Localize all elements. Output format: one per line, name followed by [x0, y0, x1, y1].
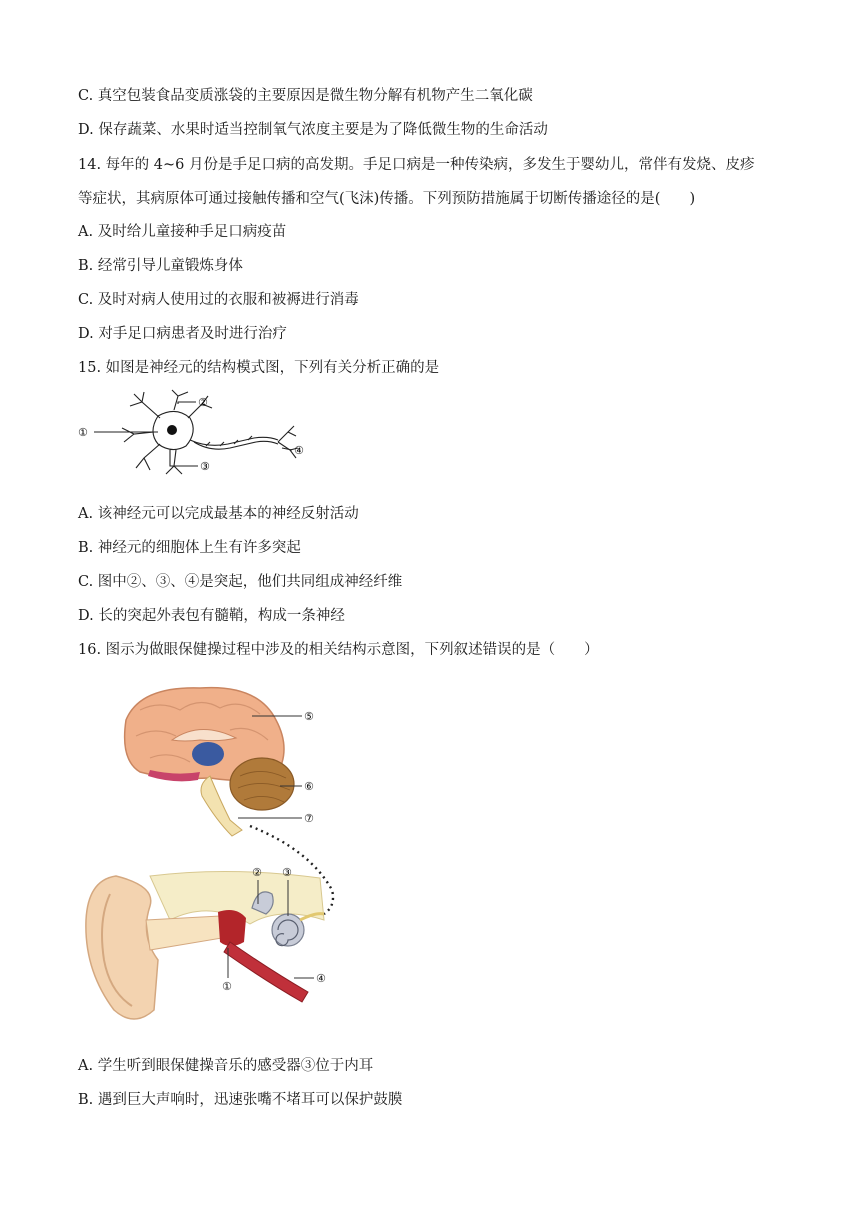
q14-stem-line2: 等症状，其病原体可通过接触传播和空气(飞沫)传播。下列预防措施属于切断传播途径的是( ) [78, 191, 696, 207]
brain-label-7: ⑦ [304, 812, 314, 825]
brain-label-6: ⑥ [304, 780, 314, 793]
q14-option-c: C. 及时对病人使用过的衣服和被褥进行消毒 [78, 292, 359, 308]
cerebellum-shape [230, 758, 294, 810]
ear-label-4: ④ [316, 972, 326, 985]
ear-label-2: ② [252, 866, 262, 879]
neuron-label-4: ④ [294, 444, 304, 457]
ear-label-1: ① [222, 980, 232, 993]
neuron-diagram [78, 388, 308, 478]
neuron-label-2: ② [198, 396, 208, 409]
brain-label-5: ⑤ [304, 710, 314, 723]
thalamus-shape [192, 742, 224, 766]
q14-option-d: D. 对手足口病患者及时进行治疗 [78, 326, 287, 342]
q13-option-d: D. 保存蔬菜、水果时适当控制氧气浓度主要是为了降低微生物的生命活动 [78, 122, 548, 138]
q15-option-a: A. 该神经元可以完成最基本的神经反射活动 [78, 506, 359, 522]
q13-option-c: C. 真空包装食品变质涨袋的主要原因是微生物分解有机物产生二氧化碳 [78, 88, 533, 104]
q16-stem: 16. 图示为做眼保健操过程中涉及的相关结构示意图，下列叙述错误的是（ ） [78, 642, 599, 658]
brain-ear-diagram [80, 680, 350, 1040]
neuron-label-1: ① [78, 426, 88, 439]
q15-stem: 15. 如图是神经元的结构模式图，下列有关分析正确的是 [78, 360, 440, 376]
nucleus-dot [167, 425, 177, 435]
q14-option-b: B. 经常引导儿童锻炼身体 [78, 258, 243, 274]
q14-stem-line1: 14. 每年的 4~6 月份是手足口病的高发期。手足口病是一种传染病，多发生于婴幼儿，常伴有发烧、皮疹 [78, 157, 755, 173]
q15-option-d: D. 长的突起外表包有髓鞘，构成一条神经 [78, 608, 345, 624]
middle-ear-shape [218, 910, 246, 946]
q14-option-a: A. 及时给儿童接种手足口病疫苗 [78, 224, 287, 240]
neuron-label-3: ③ [200, 460, 210, 473]
q15-option-c: C. 图中②、③、④是突起，他们共同组成神经纤维 [78, 574, 403, 590]
q15-option-b: B. 神经元的细胞体上生有许多突起 [78, 540, 301, 556]
q16-option-b: B. 遇到巨大声响时，迅速张嘴不堵耳可以保护鼓膜 [78, 1092, 403, 1108]
ear-label-3: ③ [282, 866, 292, 879]
q16-option-a: A. 学生听到眼保健操音乐的感受器③位于内耳 [78, 1058, 374, 1074]
